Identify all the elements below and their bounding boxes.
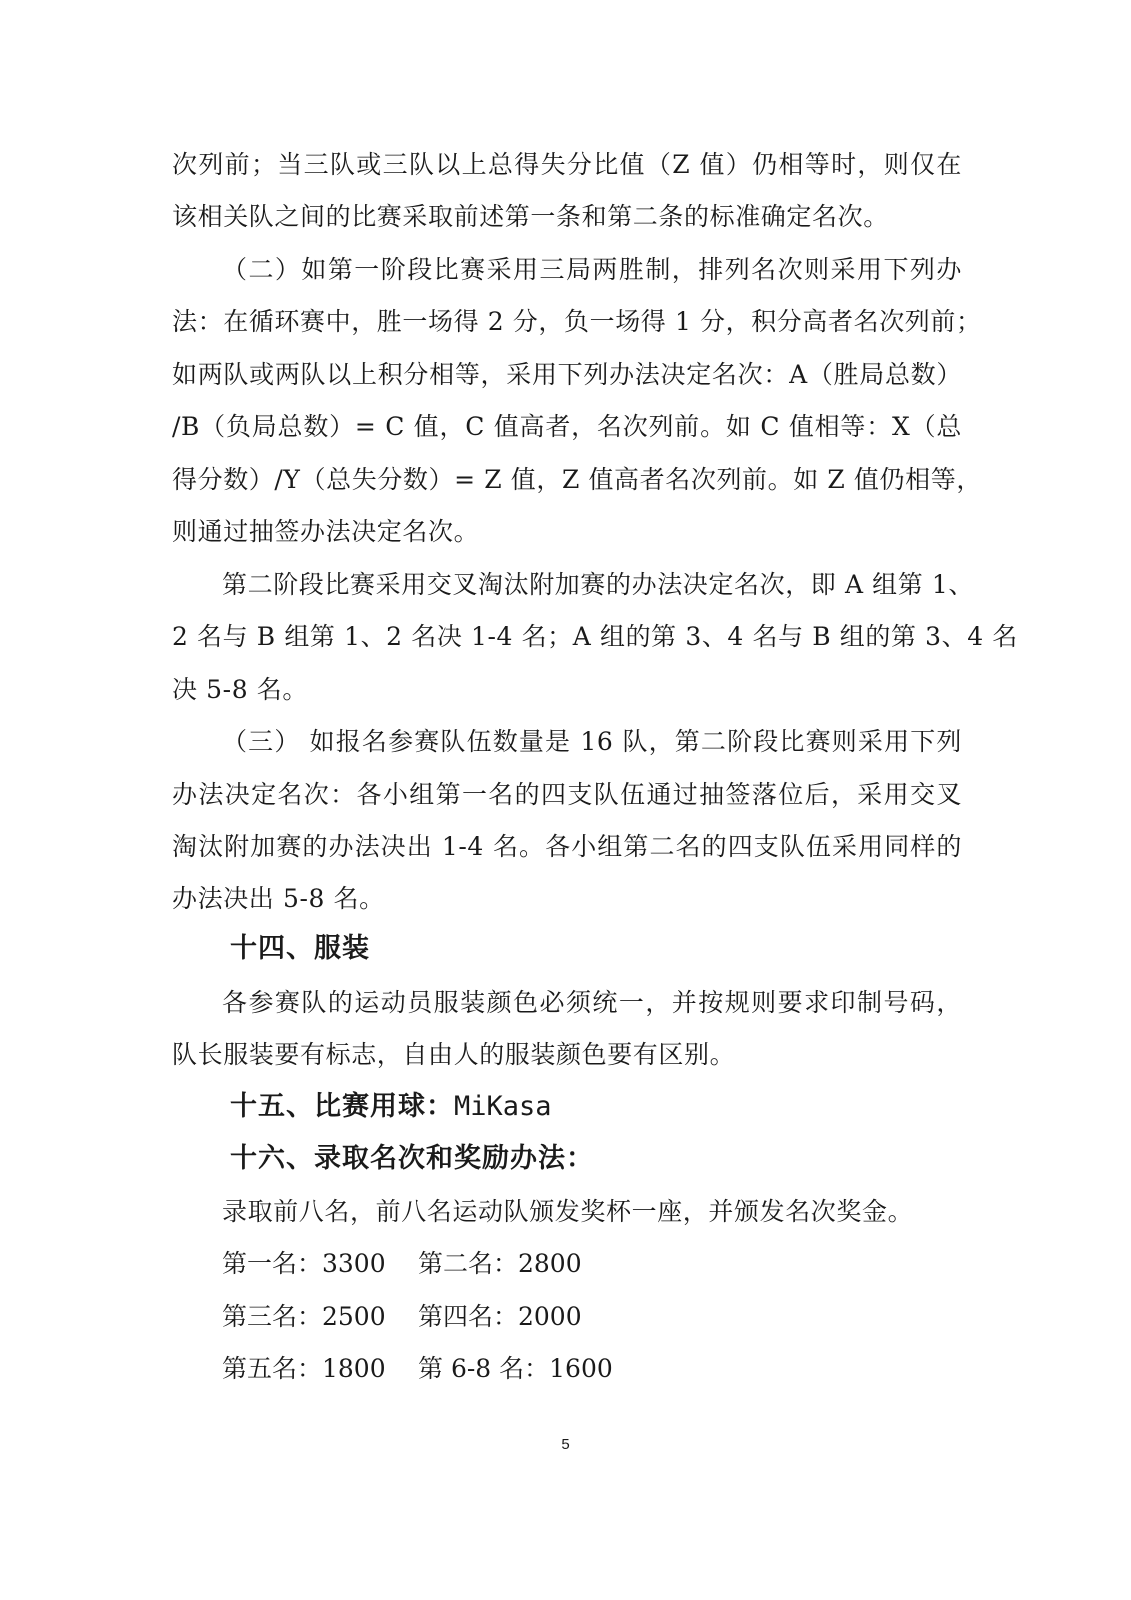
paragraph-line: 次列前；当三队或三队以上总得失分比值（Z 值）仍相等时，则仅在 (172, 150, 962, 179)
section-heading-ball-label: 十五、比赛用球： (230, 1091, 454, 1122)
paragraph-line: 决 5-8 名。 (172, 675, 308, 704)
paragraph-line: 2 名与 B 组第 1、2 名决 1-4 名；A 组的第 3、4 名与 B 组的第 3、4 名 (172, 622, 1018, 651)
prize-cell: 第三名：2500 (222, 1302, 386, 1331)
paragraph-line: 得分数）/Y（总失分数）= Z 值，Z 值高者名次列前。如 Z 值仍相等， (172, 465, 982, 494)
paragraph-line: 淘汰附加赛的办法决出 1-4 名。各小组第二名的四支队伍采用同样的 (172, 832, 962, 861)
paragraph-line: （三） 如报名参赛队伍数量是 16 队，第二阶段比赛则采用下列 (222, 727, 962, 756)
prize-cell: 第 6-8 名：1600 (418, 1354, 613, 1383)
paragraph-line: 各参赛队的运动员服装颜色必须统一，并按规则要求印制号码， (222, 988, 962, 1017)
prize-cell: 第二名：2800 (418, 1249, 582, 1278)
prize-cell: 第一名：3300 (222, 1249, 386, 1278)
prize-cell: 第五名：1800 (222, 1354, 386, 1383)
prize-cell: 第四名：2000 (418, 1302, 582, 1331)
paragraph-line: （二）如第一阶段比赛采用三局两胜制，排列名次则采用下列办 (222, 255, 962, 284)
paragraph-line: 办法决定名次：各小组第一名的四支队伍通过抽签落位后，采用交叉 (172, 780, 962, 809)
section-heading-awards: 十六、录取名次和奖励办法： (230, 1143, 594, 1174)
prize-row (222, 1352, 613, 1386)
section-heading-clothing: 十四、服装 (230, 933, 370, 964)
prize-row (222, 1247, 582, 1281)
ball-brand: MiKasa (454, 1091, 552, 1122)
paragraph-line: 第二阶段比赛采用交叉淘汰附加赛的办法决定名次，即 A 组第 1、 (222, 570, 975, 599)
paragraph-line: /B（负局总数）= C 值，C 值高者，名次列前。如 C 值相等：X（总 (172, 412, 962, 441)
paragraph-line: 法：在循环赛中，胜一场得 2 分，负一场得 1 分，积分高者名次列前； (172, 307, 982, 336)
page-number: 5 (561, 1436, 570, 1453)
paragraph-line: 则通过抽签办法决定名次。 (172, 517, 480, 546)
paragraph-line: 该相关队之间的比赛采取前述第一条和第二条的标准确定名次。 (172, 202, 889, 231)
prize-row (222, 1300, 582, 1334)
awards-intro: 录取前八名，前八名运动队颁发奖杯一座，并颁发名次奖金。 (222, 1197, 914, 1226)
paragraph-line: 办法决出 5-8 名。 (172, 884, 385, 913)
section-heading-ball (230, 1089, 552, 1125)
paragraph-line: 如两队或两队以上积分相等，采用下列办法决定名次：A（胜局总数） (172, 360, 962, 389)
paragraph-line: 队长服装要有标志，自由人的服装颜色要有区别。 (172, 1040, 736, 1069)
